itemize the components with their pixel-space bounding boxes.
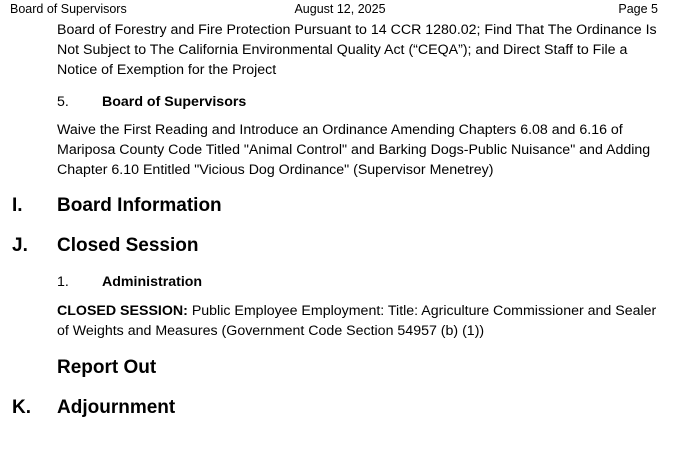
closed-session-description: Public Employee Employment: Title: Agriculture Commissioner and Sealer of Weights and Measures (Government Code Section 54957 (b) (1)) [57, 303, 657, 339]
header-org: Board of Supervisors [10, 2, 127, 16]
item-5-text: Waive the First Reading and Introduce an Ordinance Amending Chapters 6.08 and 6.16 of Mariposa County Code Titled "Animal Control" and Barking Dogs-Public Nuisance" and Adding Chapter 6.10 Entitled "Vicious Dog Ordinance" (Supervisor Menetrey) [57, 122, 651, 178]
closed-session-label: CLOSED SESSION: [57, 303, 188, 319]
section-j-title: Closed Session [57, 235, 199, 256]
item-j1-text [57, 301, 667, 341]
header-page-number: Page 5 [618, 2, 658, 16]
item-j1-title: Administration [102, 274, 203, 290]
item-5-number: 5. [57, 94, 69, 110]
section-i-title: Board Information [57, 195, 222, 216]
section-k-letter: K. [12, 397, 31, 418]
page-header [0, 2, 680, 20]
section-i-letter: I. [12, 195, 23, 216]
section-j-letter: J. [12, 235, 28, 256]
item-5-title: Board of Supervisors [102, 94, 247, 110]
item-j1-number: 1. [57, 274, 69, 290]
continued-item-text: Board of Forestry and Fire Protection Pursuant to 14 CCR 1280.02; Find That The Ordinance Is Not Subject to The California Environmental Quality Act (“CEQA”); and Direct Staff to File a Notice of Exemption for the Project [57, 22, 657, 78]
section-j-heading [12, 234, 199, 258]
section-k-heading [12, 396, 175, 420]
section-i-heading [12, 194, 222, 218]
item-5-heading [57, 92, 246, 112]
header-date: August 12, 2025 [294, 2, 386, 16]
item-j1-heading [57, 272, 202, 292]
report-out-heading: Report Out [57, 357, 157, 378]
section-k-title: Adjournment [57, 397, 176, 418]
